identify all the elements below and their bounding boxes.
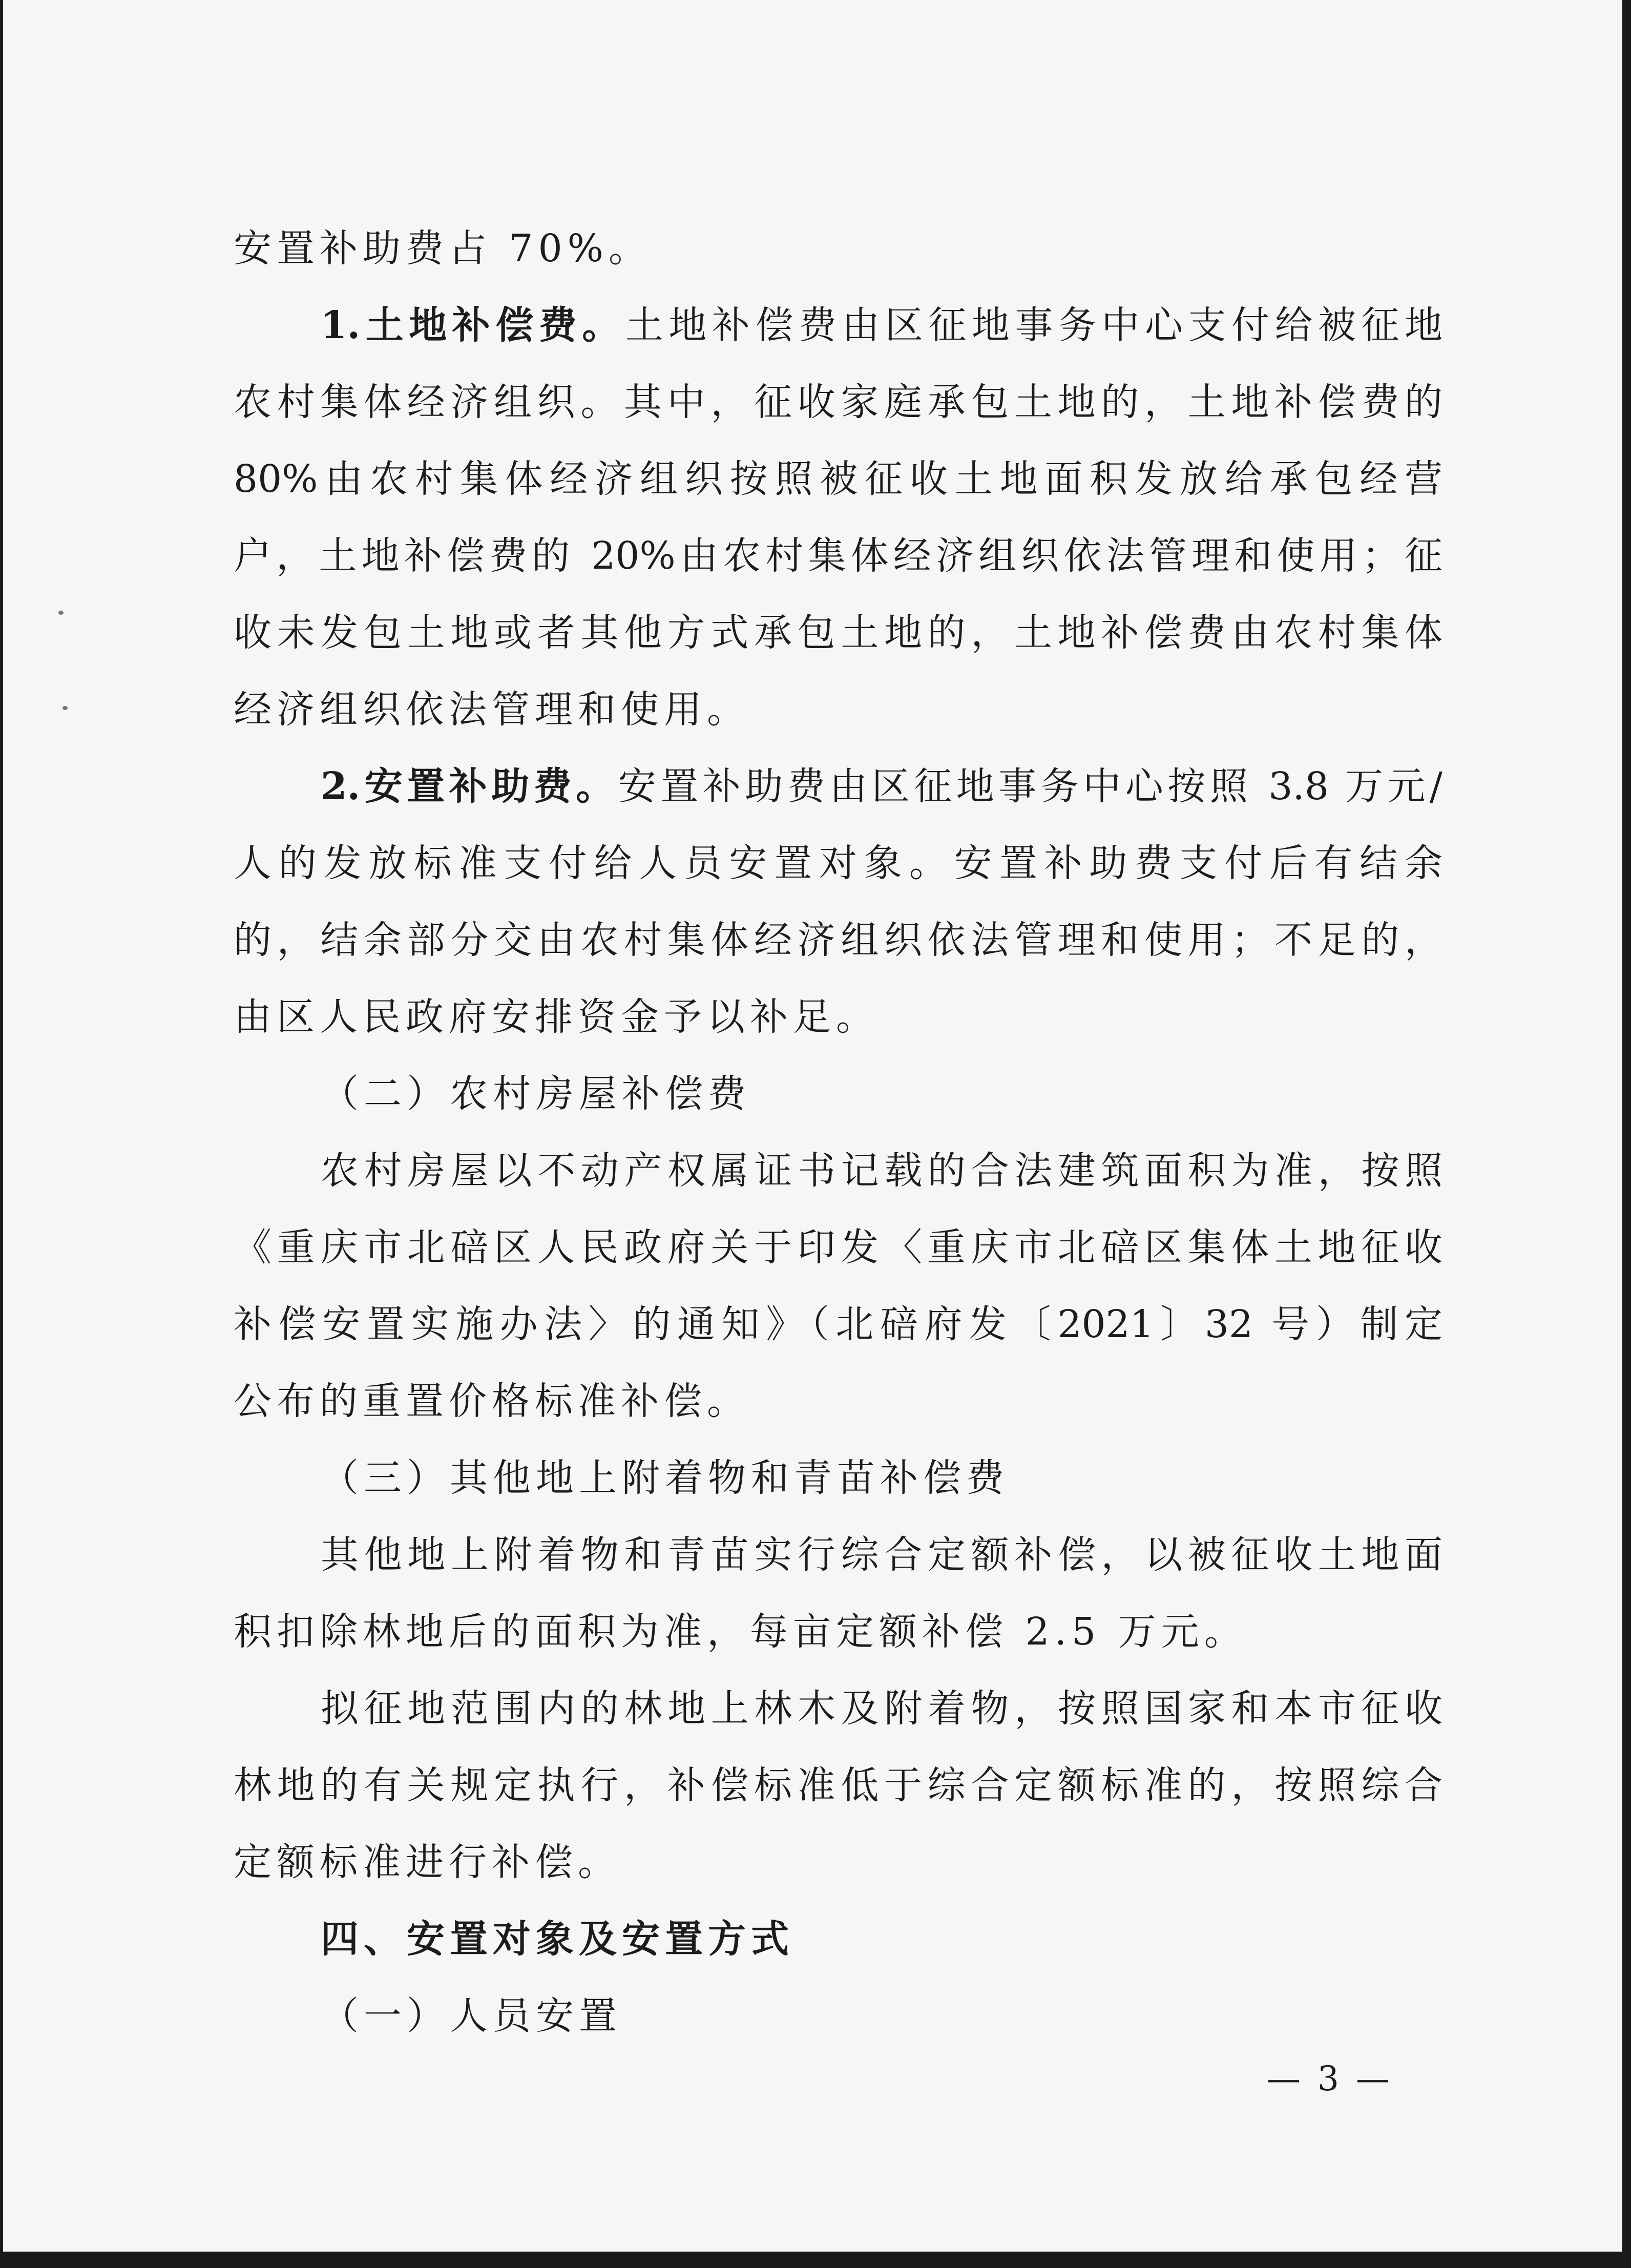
paragraph-line: 80%由农村集体经济组织按照被征收土地面积发放给承包经营 [234, 457, 1442, 501]
paragraph-line: 其他地上附着物和青苗实行综合定额补偿，以被征收土地面 [321, 1533, 1442, 1577]
paragraph-line: 林地的有关规定执行，补偿标准低于综合定额标准的，按照综合 [234, 1763, 1442, 1807]
item-lead: 2.安置补助费。 [321, 764, 618, 808]
document-page [3, 0, 1622, 2252]
paragraph-line: 户，土地补偿费的 20%由农村集体经济组织依法管理和使用；征 [234, 534, 1442, 578]
paragraph-line: 拟征地范围内的林地上林木及附着物，按照国家和本市征收 [321, 1687, 1442, 1731]
paragraph-line: 由区人民政府安排资金予以补足。 [234, 995, 879, 1039]
paragraph-line: 补偿安置实施办法〉的通知》（北碚府发〔2021〕32 号）制定 [234, 1302, 1442, 1346]
paragraph-line: 的，结余部分交由农村集体经济组织依法管理和使用；不足的， [234, 918, 1442, 962]
paragraph-line: 农村房屋以不动产权属证书记载的合法建筑面积为准，按照 [321, 1149, 1442, 1193]
document-body [3, 0, 1622, 2252]
page-number: — 3 — [1267, 2059, 1393, 2098]
paragraph-line: 2.安置补助费。安置补助费由区征地事务中心按照 3.8 万元/ [321, 764, 1442, 808]
paragraph-line: 农村集体经济组织。其中，征收家庭承包土地的，土地补偿费的 [234, 380, 1442, 424]
paragraph-line: 积扣除林地后的面积为准，每亩定额补偿 2.5 万元。 [234, 1610, 1247, 1654]
section-heading: （一）人员安置 [321, 1994, 622, 2038]
paragraph-line: 人的发放标准支付给人员安置对象。安置补助费支付后有结余 [234, 841, 1442, 885]
paragraph-line: 1.土地补偿费。土地补偿费由区征地事务中心支付给被征地 [321, 303, 1442, 347]
paragraph-line: 安置补助费占 70%。 [234, 226, 652, 271]
paragraph-line: 经济组织依法管理和使用。 [234, 688, 750, 732]
paragraph-line: 公布的重置价格标准补偿。 [234, 1379, 750, 1423]
item-lead: 1.土地补偿费。 [321, 303, 625, 347]
chapter-heading: 四、安置对象及安置方式 [321, 1917, 794, 1961]
paragraph-line: 收未发包土地或者其他方式承包土地的，土地补偿费由农村集体 [234, 611, 1442, 655]
paragraph-line: 定额标准进行补偿。 [234, 1840, 621, 1884]
section-heading: （二）农村房屋补偿费 [321, 1072, 751, 1116]
paragraph-line: 《重庆市北碚区人民政府关于印发〈重庆市北碚区集体土地征收 [234, 1225, 1442, 1270]
section-heading: （三）其他地上附着物和青苗补偿费 [321, 1456, 1009, 1500]
